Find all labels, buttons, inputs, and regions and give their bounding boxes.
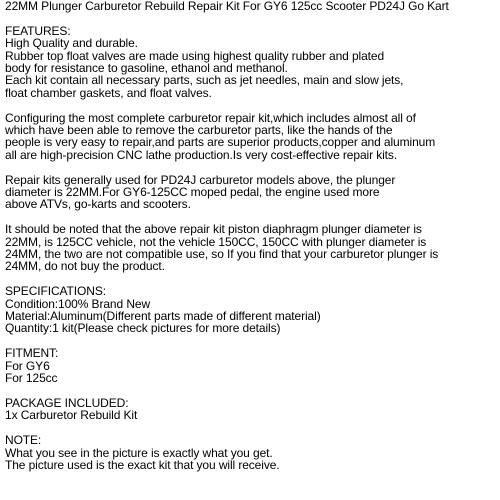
paragraph-line: which have been able to remove the carburetor parts, like the hands of the <box>5 123 393 138</box>
spacer <box>5 422 495 434</box>
features-line: Each kit contain all necessary parts, such as jet needles, main and slow jets, <box>5 73 404 88</box>
features-heading: FEATURES: <box>5 23 71 38</box>
paragraph-line: Configuring the most complete carburetor repair kit,which includes almost all of <box>5 110 416 125</box>
paragraph-line: above ATVs, go-karts and scooters. <box>5 197 191 212</box>
note-section <box>5 434 495 471</box>
fitment-line: For GY6 <box>5 358 50 373</box>
paragraph-line: 24MM, the two are not compatible use, so If you find that your carburetor plunger is <box>5 247 439 262</box>
configuration-paragraph <box>5 112 495 162</box>
compatibility-paragraph <box>5 223 495 273</box>
spec-line: Quantity:1 kit(Please check pictures for more details) <box>5 321 281 336</box>
note-heading: NOTE: <box>5 433 42 448</box>
paragraph-line: It should be noted that the above repair kit piston diaphragm plunger diameter is <box>5 222 422 237</box>
product-title: 22MM Plunger Carburetor Rebuild Repair Kit For GY6 125cc Scooter PD24J Go Kart <box>5 0 449 13</box>
package-heading: PACKAGE INCLUDED: <box>5 395 129 410</box>
spec-line: Material:Aluminum(Different parts made of different material) <box>5 309 321 324</box>
features-section <box>5 25 495 99</box>
usage-paragraph <box>5 174 495 211</box>
note-line: The picture used is the exact kit that you will receive. <box>5 457 280 472</box>
features-line: Rubber top float valves are made using highest quality rubber and plated <box>5 48 385 63</box>
paragraph-line: people is very easy to repair,and parts are superior products,copper and aluminum <box>5 135 436 150</box>
specifications-heading: SPECIFICATIONS: <box>5 284 106 299</box>
paragraph-line: 22MM, is 125CC vehicle, not the vehicle 150CC, 150CC with plunger diameter is <box>5 234 427 249</box>
features-line: High Quality and durable. <box>5 36 138 51</box>
fitment-line: For 125cc <box>5 371 58 386</box>
paragraph-line: Repair kits generally used for PD24J carburetor models above, the plunger <box>5 172 396 187</box>
fitment-section <box>5 347 495 384</box>
package-section <box>5 397 495 422</box>
spacer <box>5 12 495 24</box>
features-line: body for resistance to gasoline, ethanol and methanol. <box>5 61 288 76</box>
spacer <box>5 335 495 347</box>
fitment-heading: FITMENT: <box>5 346 59 361</box>
note-line: What you see in the picture is exactly what you get. <box>5 445 273 460</box>
spacer <box>5 161 495 173</box>
spec-line: Condition:100% Brand New <box>5 296 151 311</box>
paragraph-line: 24MM, do not buy the product. <box>5 259 165 274</box>
paragraph-line: diameter is 22MM.For GY6-125CC moped pedal, the engine used more <box>5 185 380 200</box>
specifications-section <box>5 285 495 335</box>
features-line: float chamber gaskets, and float valves. <box>5 85 212 100</box>
package-line: 1x Carburetor Rebuild Kit <box>5 408 138 423</box>
product-description <box>5 0 495 471</box>
paragraph-line: all are high-precision CNC lathe production.Is very cost-effective repair kits. <box>5 147 398 162</box>
spacer <box>5 99 495 111</box>
